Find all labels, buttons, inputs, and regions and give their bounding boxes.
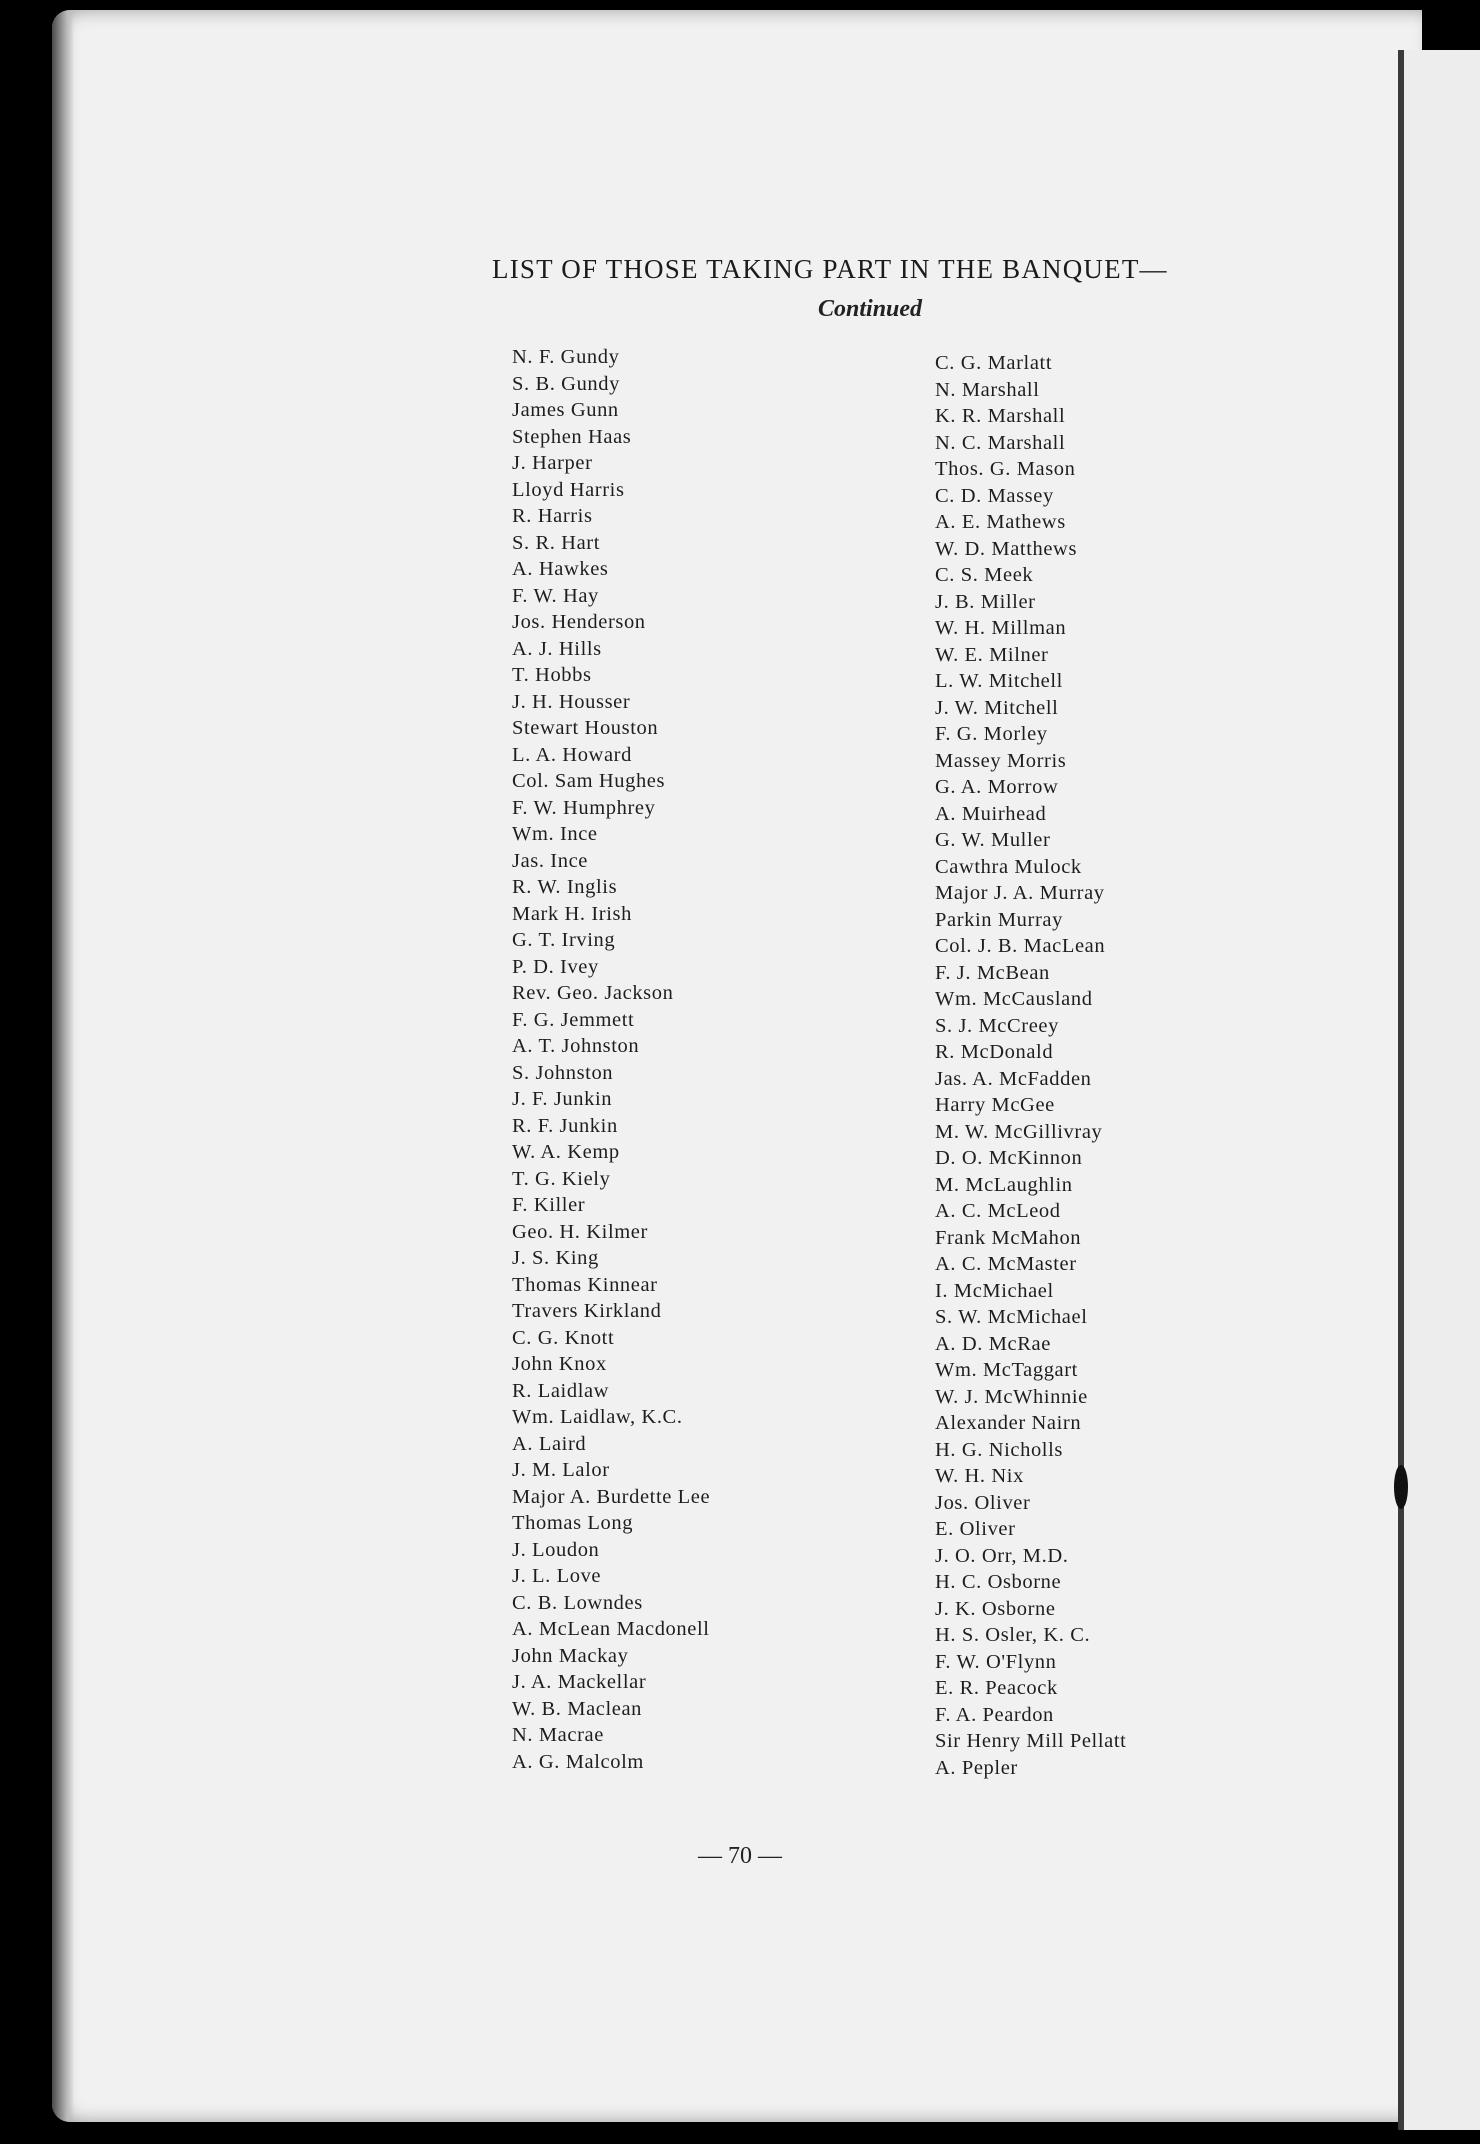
- page-title: LIST OF THOSE TAKING PART IN THE BANQUET—: [492, 254, 1168, 284]
- attendee-name: J. H. Housser: [512, 690, 631, 713]
- attendee-name: W. D. Matthews: [935, 537, 1078, 560]
- attendee-name: A. McLean Macdonell: [512, 1618, 710, 1640]
- attendee-list-right: [935, 350, 1126, 1781]
- attendee-name: T. Hobbs: [512, 664, 592, 686]
- attendee-name: R. Laidlaw: [512, 1379, 610, 1402]
- attendee-name: F. W. O'Flynn: [935, 1650, 1057, 1673]
- attendee-name: C. S. Meek: [935, 564, 1034, 586]
- attendee-name: Frank McMahon: [935, 1226, 1082, 1249]
- attendee-name: E. Oliver: [935, 1518, 1016, 1540]
- attendee-name: A. C. McMaster: [935, 1253, 1077, 1275]
- attendee-name: A. Laird: [512, 1432, 587, 1455]
- attendee-name: R. F. Junkin: [512, 1114, 618, 1137]
- attendee-name: Cawthra Mulock: [935, 855, 1082, 878]
- attendee-name: D. O. McKinnon: [935, 1147, 1083, 1169]
- attendee-name: N. Macrae: [512, 1724, 604, 1746]
- attendee-name: I. McMichael: [935, 1279, 1054, 1302]
- attendee-name: John Mackay: [512, 1644, 629, 1667]
- attendee-name: F. W. Humphrey: [512, 796, 656, 819]
- attendee-name: J. O. Orr, M.D.: [935, 1544, 1069, 1567]
- attendee-name: W. J. McWhinnie: [935, 1385, 1088, 1408]
- attendee-name: J. M. Lalor: [512, 1459, 610, 1481]
- binding-hole: [1394, 1465, 1408, 1509]
- attendee-name: S. J. McCreey: [935, 1014, 1059, 1037]
- attendee-name: L. A. Howard: [512, 743, 632, 766]
- attendee-name: J. W. Mitchell: [935, 696, 1059, 719]
- attendee-name: A. C. McLeod: [935, 1200, 1061, 1222]
- attendee-name: Sir Henry Mill Pellatt: [935, 1730, 1127, 1752]
- attendee-name: F. G. Jemmett: [512, 1008, 635, 1031]
- attendee-name: W. A. Kemp: [512, 1141, 620, 1163]
- attendee-name: H. S. Osler, K. C.: [935, 1624, 1091, 1646]
- attendee-name: G. T. Irving: [512, 929, 616, 951]
- attendee-name: Thomas Long: [512, 1512, 634, 1534]
- attendee-name: Harry McGee: [935, 1094, 1055, 1116]
- attendee-name: Geo. H. Kilmer: [512, 1220, 648, 1243]
- attendee-name: N. Marshall: [935, 378, 1040, 401]
- attendee-name: C. G. Marlatt: [935, 352, 1053, 374]
- attendee-name: Lloyd Harris: [512, 478, 625, 501]
- page-subtitle: Continued: [818, 296, 923, 322]
- attendee-name: Wm. Laidlaw, K.C.: [512, 1406, 683, 1428]
- attendee-name: R. W. Inglis: [512, 876, 618, 898]
- attendee-name: Jos. Henderson: [512, 611, 646, 633]
- attendee-name: M. W. McGillivray: [935, 1120, 1103, 1143]
- attendee-name: H. G. Nicholls: [935, 1438, 1063, 1461]
- attendee-name: Col. J. B. MacLean: [935, 935, 1106, 957]
- attendee-name: Wm. Ince: [512, 823, 598, 845]
- attendee-name: Jas. A. McFadden: [935, 1067, 1092, 1090]
- attendee-name: G. W. Muller: [935, 829, 1051, 851]
- attendee-name: T. G. Kiely: [512, 1167, 611, 1190]
- attendee-name: G. A. Morrow: [935, 776, 1059, 798]
- page-number: — 70 —: [698, 1843, 782, 1869]
- attendee-name: C. B. Lowndes: [512, 1591, 643, 1614]
- attendee-name: A. G. Malcolm: [512, 1750, 644, 1773]
- attendee-name: R. McDonald: [935, 1041, 1054, 1063]
- attendee-name: S. B. Gundy: [512, 372, 620, 395]
- attendee-name: Massey Morris: [935, 749, 1067, 772]
- book-page: [52, 10, 1422, 2122]
- attendee-name: Jos. Oliver: [935, 1491, 1031, 1514]
- attendee-name: Jas. Ince: [512, 849, 588, 872]
- attendee-name: Thos. G. Mason: [935, 458, 1076, 480]
- attendee-name: Parkin Murray: [935, 908, 1063, 931]
- attendee-name: A. E. Mathews: [935, 511, 1066, 533]
- attendee-name: P. D. Ivey: [512, 955, 599, 978]
- attendee-name: J. Harper: [512, 452, 593, 474]
- attendee-name: Alexander Nairn: [935, 1412, 1082, 1434]
- attendee-name: F. W. Hay: [512, 584, 599, 607]
- attendee-name: James Gunn: [512, 399, 619, 421]
- attendee-name: A. Muirhead: [935, 802, 1047, 825]
- attendee-name: A. Pepler: [935, 1756, 1018, 1779]
- attendee-name: W. B. Maclean: [512, 1697, 643, 1720]
- page-spine-shadow: [52, 10, 74, 2122]
- attendee-name: Thomas Kinnear: [512, 1273, 658, 1296]
- attendee-name: A. J. Hills: [512, 637, 602, 660]
- attendee-name: H. C. Osborne: [935, 1571, 1062, 1593]
- attendee-name: Col. Sam Hughes: [512, 770, 666, 792]
- attendee-name: Mark H. Irish: [512, 902, 632, 925]
- attendee-name: John Knox: [512, 1353, 607, 1375]
- attendee-name: F. A. Peardon: [935, 1703, 1054, 1726]
- attendee-name: A. D. McRae: [935, 1332, 1051, 1355]
- attendee-name: R. Harris: [512, 505, 593, 527]
- attendee-name: F. G. Morley: [935, 723, 1048, 745]
- attendee-name: J. F. Junkin: [512, 1088, 613, 1110]
- attendee-name: J. S. King: [512, 1247, 599, 1269]
- attendee-name: W. E. Milner: [935, 643, 1049, 666]
- attendee-name: L. W. Mitchell: [935, 670, 1063, 692]
- attendee-list-left: [512, 344, 710, 1775]
- attendee-name: F. J. McBean: [935, 961, 1050, 984]
- attendee-name: Wm. McTaggart: [935, 1359, 1078, 1381]
- attendee-name: A. Hawkes: [512, 558, 609, 580]
- attendee-name: M. McLaughlin: [935, 1173, 1073, 1196]
- attendee-name: E. R. Peacock: [935, 1677, 1058, 1699]
- attendee-name: S. W. McMichael: [935, 1306, 1088, 1328]
- attendee-name: S. R. Hart: [512, 531, 600, 554]
- attendee-name: J. L. Love: [512, 1565, 602, 1587]
- attendee-name: J. A. Mackellar: [512, 1671, 647, 1693]
- attendee-name: S. Johnston: [512, 1061, 614, 1084]
- attendee-name: C. D. Massey: [935, 484, 1054, 507]
- attendee-name: J. B. Miller: [935, 590, 1036, 613]
- attendee-name: Rev. Geo. Jackson: [512, 982, 674, 1004]
- attendee-name: Travers Kirkland: [512, 1300, 662, 1322]
- attendee-name: Major A. Burdette Lee: [512, 1485, 711, 1508]
- attendee-name: Wm. McCausland: [935, 988, 1093, 1010]
- attendee-name: Major J. A. Murray: [935, 882, 1105, 904]
- attendee-name: F. Killer: [512, 1194, 586, 1216]
- attendee-name: Stewart Houston: [512, 717, 659, 739]
- attendee-name: W. H. Nix: [935, 1465, 1024, 1487]
- attendee-name: Stephen Haas: [512, 425, 632, 448]
- attendee-name: N. C. Marshall: [935, 431, 1066, 454]
- attendee-name: A. T. Johnston: [512, 1035, 640, 1057]
- attendee-name: N. F. Gundy: [512, 346, 620, 368]
- attendee-name: J. K. Osborne: [935, 1597, 1056, 1620]
- attendee-name: J. Loudon: [512, 1538, 600, 1561]
- attendee-name: K. R. Marshall: [935, 405, 1066, 427]
- adjacent-page-edge: [1398, 50, 1480, 2130]
- attendee-name: C. G. Knott: [512, 1326, 615, 1349]
- attendee-name: W. H. Millman: [935, 617, 1067, 639]
